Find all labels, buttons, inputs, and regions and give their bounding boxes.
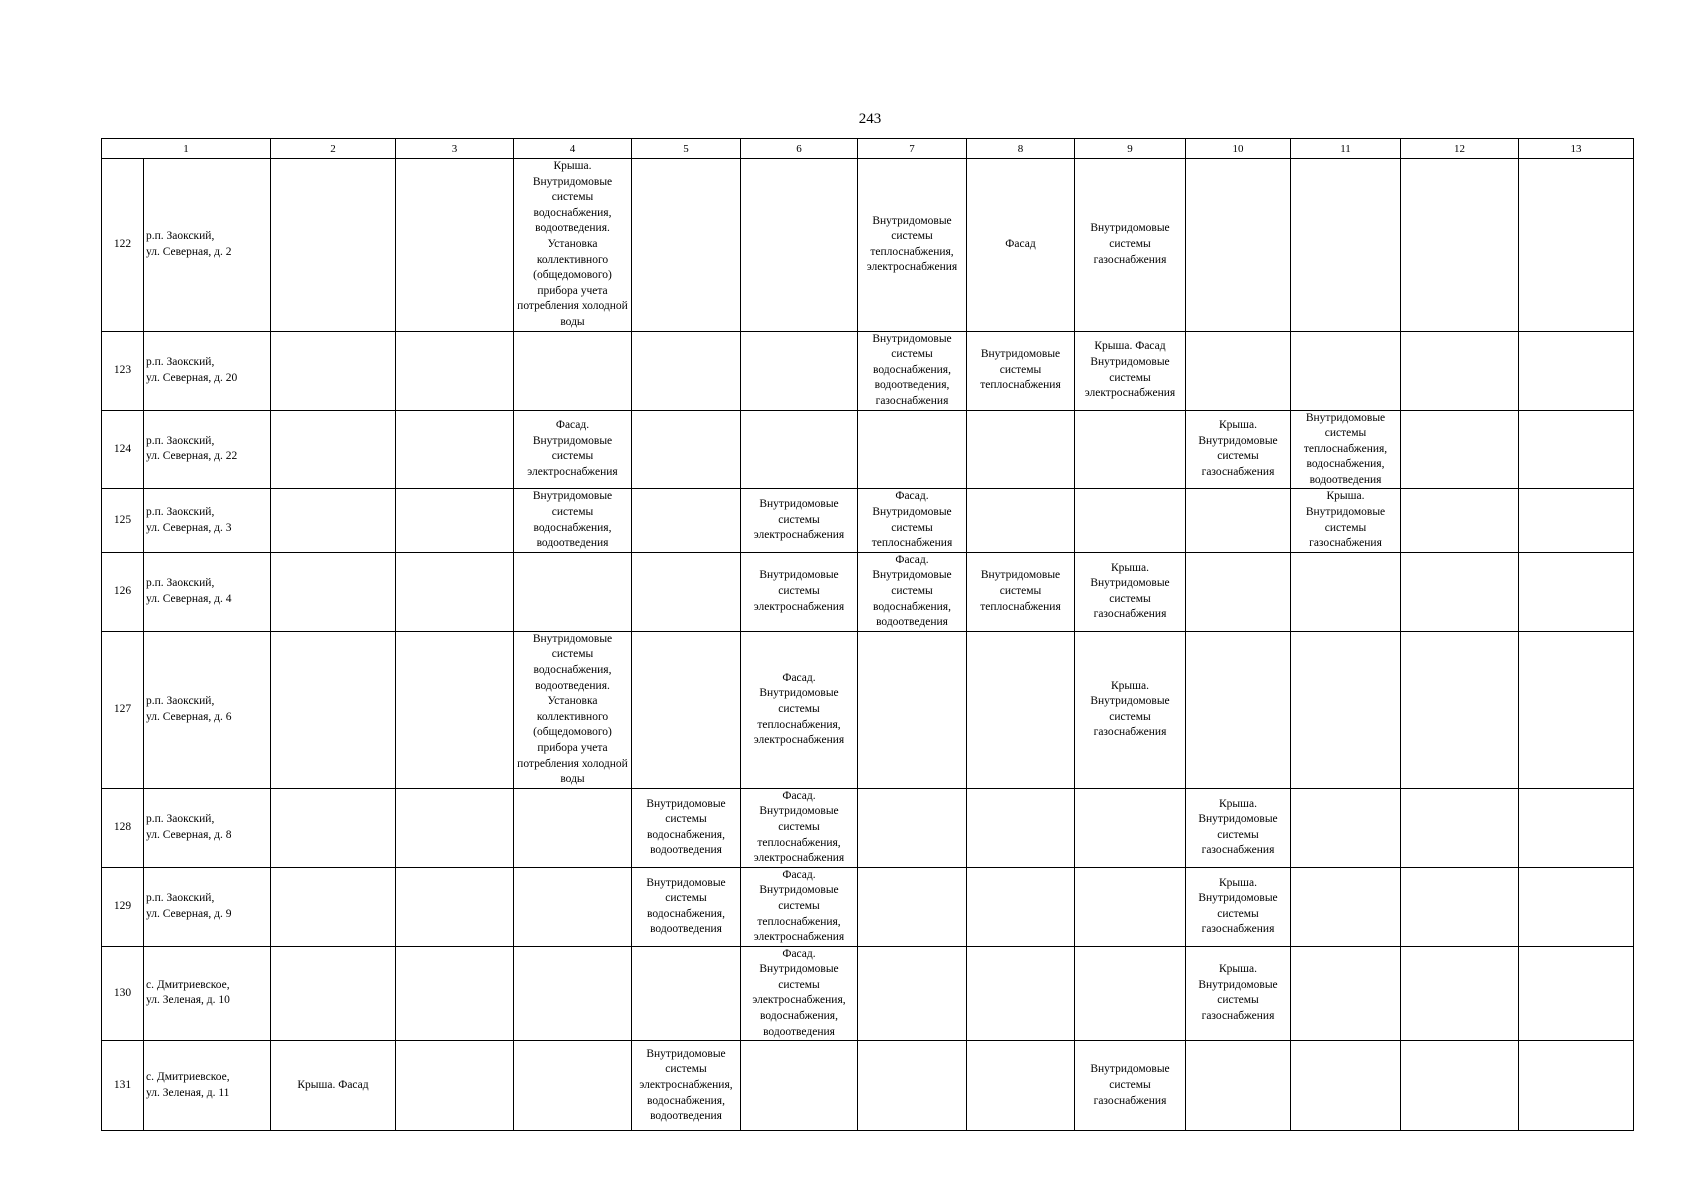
work-cell: Крыша. Фасад Внутридомовые системы электроснабжения [1075,331,1186,410]
work-cell [1519,1041,1634,1131]
work-cell [1291,552,1401,631]
work-cell [632,489,741,552]
work-cell: Внутридомовые системы теплоснабжения, электроснабжения [858,159,967,332]
work-cell [632,552,741,631]
work-cell [1401,331,1519,410]
table-row [102,946,1634,1041]
work-cell: Фасад. Внутридомовые системы теплоснабжения, электроснабжения [741,788,858,867]
address-line: р.п. Заокский, [146,434,215,447]
work-cell [967,631,1075,788]
work-cell [1075,410,1186,489]
work-cell [1519,552,1634,631]
address-line: ул. Зеленая, д. 10 [146,994,230,1007]
work-cell [1186,631,1291,788]
work-cell [396,946,514,1041]
work-cell [396,331,514,410]
work-cell [858,410,967,489]
address-line: ул. Северная, д. 2 [146,245,232,258]
row-number-cell: 125 [102,489,144,552]
work-cell [514,552,632,631]
column-header: 11 [1291,139,1401,159]
work-cell [1186,331,1291,410]
work-cell [632,159,741,332]
row-number-cell: 123 [102,331,144,410]
work-cell [271,410,396,489]
work-cell: Крыша. Внутридомовые системы газоснабжения [1075,631,1186,788]
work-cell [396,1041,514,1131]
header-row [102,139,1634,159]
work-cell [858,867,967,946]
work-cell: Крыша. Внутридомовые системы газоснабжения [1186,410,1291,489]
work-cell [967,489,1075,552]
address-line: р.п. Заокский, [146,577,215,590]
column-header: 4 [514,139,632,159]
row-number-cell: 124 [102,410,144,489]
work-cell: Крыша. Внутридомовые системы газоснабжения [1186,867,1291,946]
work-cell: Внутридомовые системы электроснабжения, водоснабжения, водоотведения [632,1041,741,1131]
work-cell: Фасад. Внутридомовые системы электроснабжения [514,410,632,489]
address-cell [144,1041,271,1131]
work-cell [1186,1041,1291,1131]
address-line: ул. Северная, д. 8 [146,828,232,841]
work-cell [1519,410,1634,489]
table-row [102,159,1634,332]
address-line: ул. Северная, д. 22 [146,450,238,463]
work-cell [858,788,967,867]
work-cell [271,552,396,631]
work-cell [1075,489,1186,552]
work-cell [1186,159,1291,332]
address-line: ул. Северная, д. 6 [146,710,232,723]
work-cell [514,1041,632,1131]
address-line: р.п. Заокский, [146,355,215,368]
column-header: 5 [632,139,741,159]
work-cell [1291,159,1401,332]
work-cell [1401,489,1519,552]
work-cell: Внутридомовые системы газоснабжения [1075,1041,1186,1131]
row-number-cell: 130 [102,946,144,1041]
work-cell: Внутридомовые системы водоснабжения, водоотведения [632,867,741,946]
work-cell: Крыша. Внутридомовые системы газоснабжения [1186,946,1291,1041]
work-cell [1519,788,1634,867]
address-cell [144,552,271,631]
row-number-cell: 126 [102,552,144,631]
table-row [102,1041,1634,1131]
work-cell [514,331,632,410]
work-cell [514,946,632,1041]
work-cell [632,331,741,410]
row-number-cell: 122 [102,159,144,332]
work-cell [1519,331,1634,410]
work-cell [396,788,514,867]
work-cell [741,1041,858,1131]
work-cell [632,631,741,788]
address-line: ул. Зеленая, д. 11 [146,1086,230,1099]
column-header: 1 [102,139,271,159]
work-cell [1519,867,1634,946]
work-cell: Внутридомовые системы водоснабжения, водоотведения [632,788,741,867]
work-cell [858,946,967,1041]
address-cell [144,631,271,788]
address-line: р.п. Заокский, [146,506,215,519]
work-cell [1401,867,1519,946]
work-cell [1291,331,1401,410]
column-header: 7 [858,139,967,159]
table-row [102,631,1634,788]
table-body [102,159,1634,1131]
address-line: р.п. Заокский, [146,813,215,826]
address-line: р.п. Заокский, [146,892,215,905]
work-cell [967,867,1075,946]
work-cell: Внутридомовые системы водоснабжения, водоотведения. Установка коллективного (общедомового) прибора учета потребления холодной воды [514,631,632,788]
work-cell [396,631,514,788]
address-cell [144,489,271,552]
address-cell [144,946,271,1041]
work-cell [271,489,396,552]
address-line: р.п. Заокский, [146,695,215,708]
work-cell [967,1041,1075,1131]
table-row [102,552,1634,631]
work-cell [1186,552,1291,631]
work-cell: Крыша. Внутридомовые системы газоснабжения [1186,788,1291,867]
work-cell [1291,788,1401,867]
work-cell [396,552,514,631]
work-cell [1186,489,1291,552]
work-cell [1075,788,1186,867]
work-cell [1401,552,1519,631]
work-cell: Крыша. Фасад [271,1041,396,1131]
work-cell [396,159,514,332]
table-row [102,331,1634,410]
work-cell: Внутридомовые системы водоснабжения, водоотведения, газоснабжения [858,331,967,410]
work-cell [271,159,396,332]
table-row [102,788,1634,867]
work-cell [396,410,514,489]
work-cell [741,410,858,489]
column-header: 6 [741,139,858,159]
column-header: 8 [967,139,1075,159]
work-cell [967,946,1075,1041]
work-cell [741,331,858,410]
work-cell [1291,867,1401,946]
column-header: 2 [271,139,396,159]
work-cell: Внутридомовые системы электроснабжения [741,489,858,552]
work-cell: Внутридомовые системы электроснабжения [741,552,858,631]
work-cell [396,867,514,946]
table-row [102,410,1634,489]
work-cell [1075,946,1186,1041]
work-cell: Внутридомовые системы водоснабжения, водоотведения [514,489,632,552]
column-header: 12 [1401,139,1519,159]
work-cell [1291,631,1401,788]
work-cell [1401,946,1519,1041]
work-cell: Фасад. Внутридомовые системы водоснабжения, водоотведения [858,552,967,631]
work-cell [1291,946,1401,1041]
address-cell [144,331,271,410]
row-number-cell: 131 [102,1041,144,1131]
work-cell [396,489,514,552]
work-cell [1075,867,1186,946]
address-line: р.п. Заокский, [146,230,215,243]
work-cell [271,331,396,410]
address-line: с. Дмитриевское, [146,1071,230,1084]
work-cell [858,631,967,788]
work-cell [1519,631,1634,788]
work-cell: Крыша. Внутридомовые системы газоснабжения [1291,489,1401,552]
address-line: ул. Северная, д. 3 [146,521,232,534]
row-number-cell: 127 [102,631,144,788]
address-line: ул. Северная, д. 20 [146,371,238,384]
work-cell [271,867,396,946]
address-cell [144,159,271,332]
work-cell: Фасад. Внутридомовые системы теплоснабжения, электроснабжения [741,867,858,946]
work-cell: Фасад [967,159,1075,332]
column-header: 13 [1519,139,1634,159]
work-cell [1401,159,1519,332]
address-cell [144,788,271,867]
work-cell [632,946,741,1041]
work-cell: Крыша. Внутридомовые системы водоснабжения, водоотведения. Установка коллективного (общедомового) прибора учета потребления холодной воды [514,159,632,332]
work-cell [1519,489,1634,552]
column-header: 3 [396,139,514,159]
work-cell [741,159,858,332]
work-cell [1401,631,1519,788]
work-cell [514,788,632,867]
work-cell [271,946,396,1041]
address-line: с. Дмитриевское, [146,978,230,991]
table-row [102,867,1634,946]
work-cell [1519,946,1634,1041]
address-cell [144,410,271,489]
work-cell [632,410,741,489]
work-cell [858,1041,967,1131]
work-cell: Внутридомовые системы теплоснабжения [967,331,1075,410]
address-line: ул. Северная, д. 4 [146,592,232,605]
work-cell [1519,159,1634,332]
work-cell [967,410,1075,489]
address-line: ул. Северная, д. 9 [146,907,232,920]
capital-repair-table [101,138,1634,1131]
address-cell [144,867,271,946]
work-cell [271,788,396,867]
work-cell [1401,1041,1519,1131]
row-number-cell: 129 [102,867,144,946]
work-cell: Фасад. Внутридомовые системы теплоснабжения, электроснабжения [741,631,858,788]
work-cell: Фасад. Внутридомовые системы электроснабжения, водоснабжения, водоотведения [741,946,858,1041]
work-cell: Крыша. Внутридомовые системы газоснабжения [1075,552,1186,631]
row-number-cell: 128 [102,788,144,867]
column-header: 9 [1075,139,1186,159]
page-number: 243 [858,111,882,127]
work-cell [967,788,1075,867]
work-cell [514,867,632,946]
work-cell [271,631,396,788]
work-cell [1291,1041,1401,1131]
column-header: 10 [1186,139,1291,159]
work-cell: Внутридомовые системы газоснабжения [1075,159,1186,332]
work-cell [1401,788,1519,867]
work-cell: Внутридомовые системы теплоснабжения, водоснабжения, водоотведения [1291,410,1401,489]
work-cell: Внутридомовые системы теплоснабжения [967,552,1075,631]
table-row [102,489,1634,552]
work-cell [1401,410,1519,489]
work-cell: Фасад. Внутридомовые системы теплоснабжения [858,489,967,552]
